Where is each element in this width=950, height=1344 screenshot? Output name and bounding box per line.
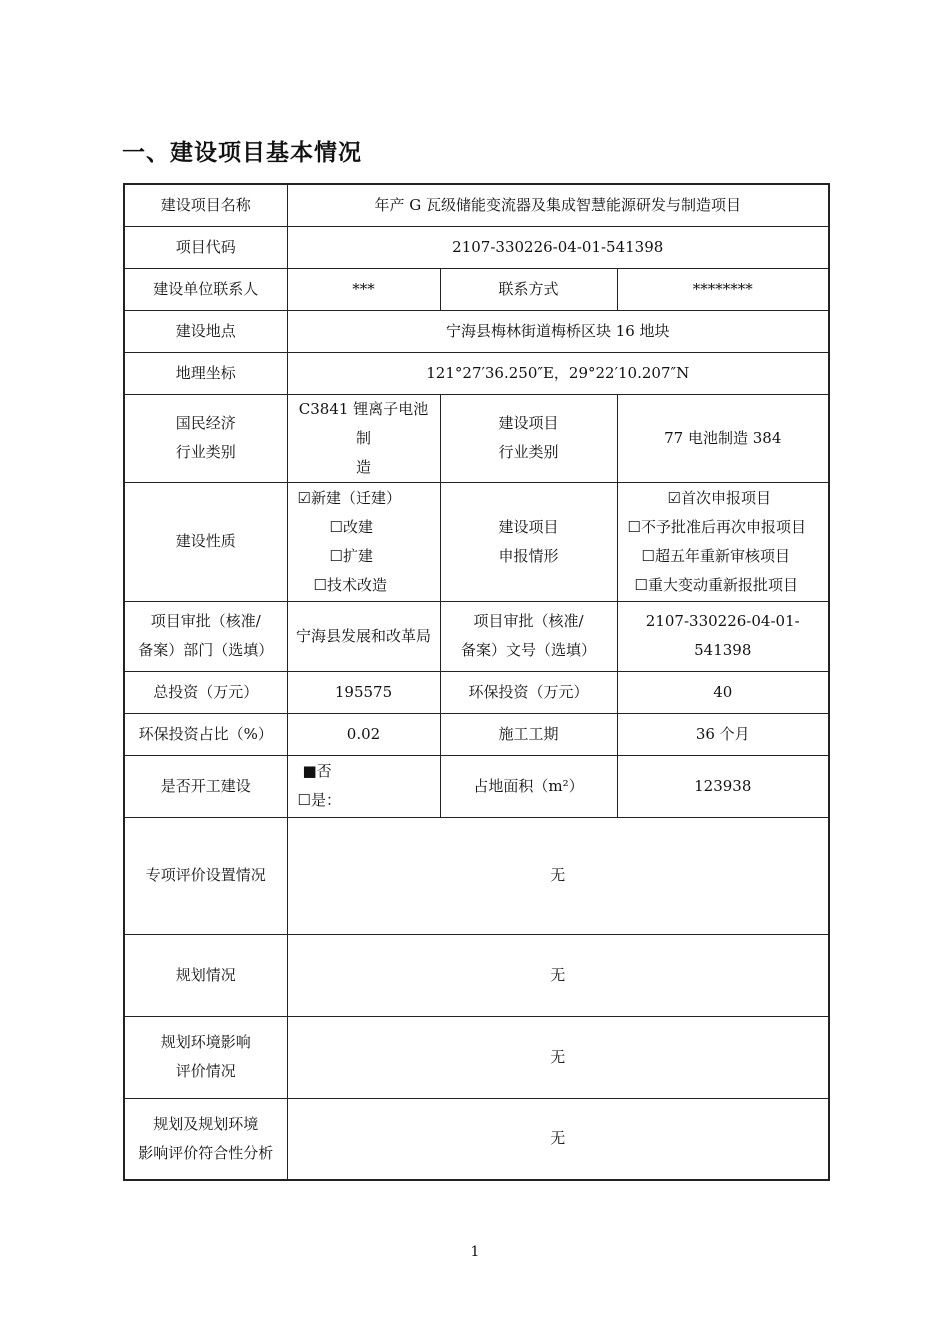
label-approval-number-line2: 备案）文号（选填）	[460, 641, 596, 659]
row-industry	[124, 394, 829, 482]
row-env-ratio	[124, 713, 829, 755]
value-env-ratio: 0.02	[287, 713, 440, 755]
label-project-industry-line1: 建设项目	[498, 414, 559, 432]
row-coordinates	[124, 352, 829, 394]
value-approval-dept: 宁海县发展和改革局	[287, 601, 440, 671]
value-special-eval: 无	[287, 817, 829, 934]
checkbox-over-five-years: ☐超五年重新审核项目	[641, 546, 790, 565]
row-planning	[124, 934, 829, 1016]
value-project-code: 2107-330226-04-01-541398	[287, 226, 829, 268]
checkbox-new-build: ☑新建（迁建）	[297, 488, 401, 507]
checkbox-reapply-after-rejection: ☐不予批准后再次申报项目	[627, 517, 806, 536]
value-project-industry: 77 电池制造 384	[617, 394, 829, 482]
value-industry-line2: 造	[355, 457, 371, 476]
row-approval	[124, 601, 829, 671]
label-env-investment: 环保投资（万元）	[440, 671, 617, 713]
label-planning-env	[124, 1016, 287, 1098]
label-application-type-line1: 建设项目	[498, 517, 559, 536]
label-contact-person: 建设单位联系人	[124, 268, 287, 310]
label-nature: 建设性质	[124, 482, 287, 601]
value-approval-number: 2107-330226-04-01-541398	[617, 601, 829, 671]
label-approval-number-line1: 项目审批（核准/	[473, 612, 584, 630]
value-industry	[287, 394, 440, 482]
value-conformity: 无	[287, 1098, 829, 1180]
label-application-type-line2: 申报情形	[498, 546, 559, 565]
section-title: 一、建设项目基本情况	[122, 140, 362, 166]
value-total-investment: 195575	[287, 671, 440, 713]
label-application-type	[440, 482, 617, 601]
checkbox-first-application: ☑首次申报项目	[667, 488, 771, 507]
label-approval-dept-line2: 备案）部门（选填）	[138, 641, 274, 659]
label-approval-number	[440, 601, 617, 671]
value-contact-method: ********	[617, 268, 829, 310]
checkbox-major-change: ☐重大变动重新报批项目	[634, 575, 798, 594]
checkbox-rebuild: ☐改建	[329, 517, 373, 536]
row-contact	[124, 268, 829, 310]
label-project-industry-line2: 行业类别	[498, 443, 559, 461]
checkbox-tech-upgrade: ☐技术改造	[313, 575, 387, 594]
label-planning-env-line2: 评价情况	[175, 1062, 236, 1080]
label-special-eval: 专项评价设置情况	[124, 817, 287, 934]
checkbox-expand: ☐扩建	[329, 546, 373, 565]
label-construction-period: 施工工期	[440, 713, 617, 755]
row-location	[124, 310, 829, 352]
label-project-name: 建设项目名称	[124, 184, 287, 226]
label-approval-dept	[124, 601, 287, 671]
label-industry-line1: 国民经济	[175, 414, 236, 432]
value-project-name: 年产 G 瓦级储能变流器及集成智慧能源研发与制造项目	[287, 184, 829, 226]
label-approval-dept-line1: 项目审批（核准/	[150, 612, 261, 630]
label-project-code: 项目代码	[124, 226, 287, 268]
label-conformity	[124, 1098, 287, 1180]
row-investment	[124, 671, 829, 713]
page-number: 1	[470, 1244, 480, 1260]
row-project-code	[124, 226, 829, 268]
value-planning-env: 无	[287, 1016, 829, 1098]
label-conformity-line1: 规划及规划环境	[153, 1114, 259, 1133]
label-contact-method: 联系方式	[440, 268, 617, 310]
value-env-investment: 40	[617, 671, 829, 713]
label-land-area: 占地面积（m²）	[440, 755, 617, 817]
label-planning-env-line1: 规划环境影响	[160, 1033, 251, 1051]
value-land-area: 123938	[617, 755, 829, 817]
label-location: 建设地点	[124, 310, 287, 352]
row-nature	[124, 482, 829, 601]
value-construction-period: 36 个月	[617, 713, 829, 755]
value-contact-person: ***	[287, 268, 440, 310]
started-options	[287, 755, 440, 817]
row-project-name	[124, 184, 829, 226]
label-industry	[124, 394, 287, 482]
row-special-eval	[124, 817, 829, 934]
row-started	[124, 755, 829, 817]
label-project-industry	[440, 394, 617, 482]
label-industry-line2: 行业类别	[175, 443, 236, 461]
value-planning: 无	[287, 934, 829, 1016]
label-coordinates: 地理坐标	[124, 352, 287, 394]
nature-options	[287, 482, 440, 601]
label-planning: 规划情况	[124, 934, 287, 1016]
project-info-table	[123, 183, 830, 1181]
row-planning-env	[124, 1016, 829, 1098]
row-conformity	[124, 1098, 829, 1180]
application-options	[617, 482, 829, 601]
value-coordinates: 121°27′36.250″E，29°22′10.207″N	[287, 352, 829, 394]
label-started: 是否开工建设	[124, 755, 287, 817]
label-total-investment: 总投资（万元）	[124, 671, 287, 713]
checkbox-not-started: ■否	[302, 762, 332, 780]
value-location: 宁海县梅林街道梅桥区块 16 地块	[287, 310, 829, 352]
value-industry-line1: C3841 锂离子电池制	[298, 399, 429, 447]
checkbox-started: ☐是：	[297, 791, 341, 809]
label-env-ratio: 环保投资占比（%）	[124, 713, 287, 755]
label-conformity-line2: 影响评价符合性分析	[138, 1143, 274, 1162]
